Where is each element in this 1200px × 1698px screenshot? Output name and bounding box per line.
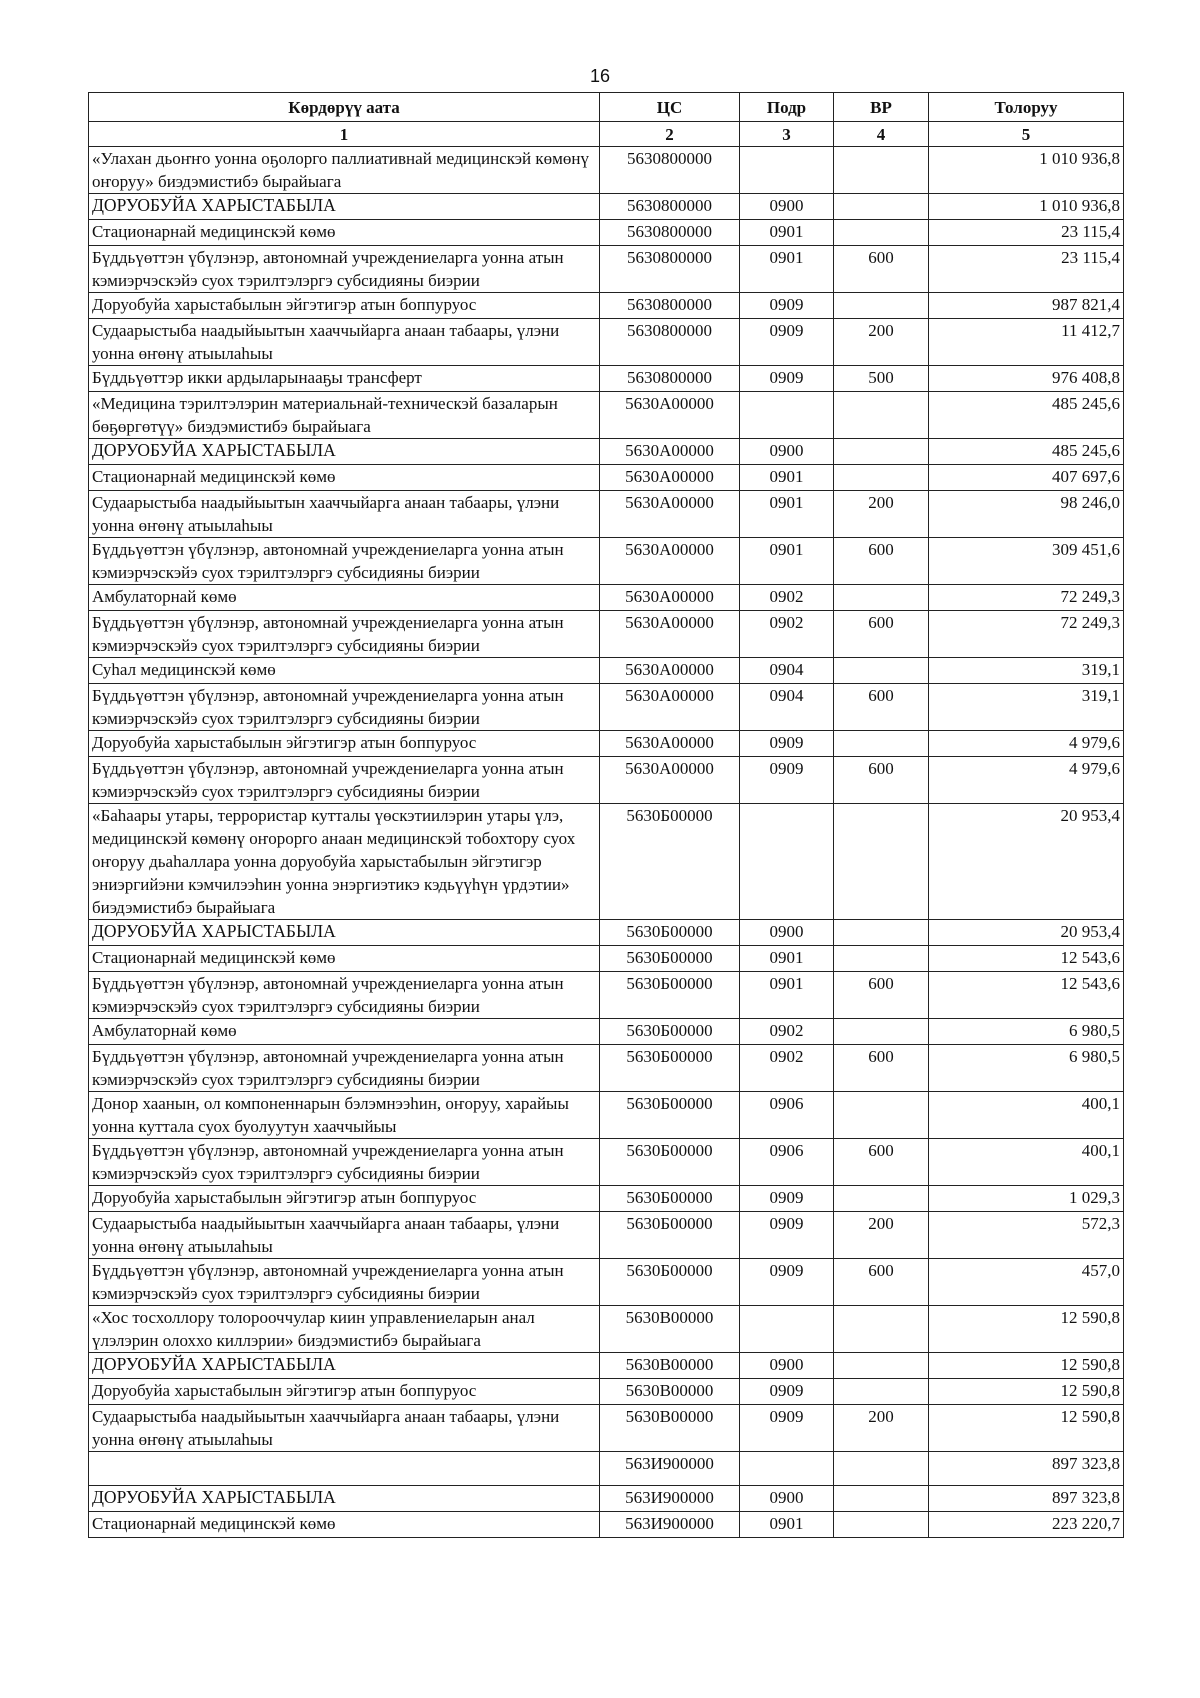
cell-vr bbox=[834, 1353, 929, 1379]
cell-cs: 5630В00000 bbox=[600, 1306, 740, 1353]
cell-name: Бүддьүөттэн үбүлэнэр, автономнай учреждениеларга уонна атын кэмиэрчэскэйэ суох тэрилтэлэргэ субсидияны биэрии bbox=[89, 538, 600, 585]
cell-cs: 5630А00000 bbox=[600, 439, 740, 465]
cell-cs: 5630В00000 bbox=[600, 1353, 740, 1379]
cell-vr bbox=[834, 194, 929, 220]
cell-cs: 5630800000 bbox=[600, 319, 740, 366]
header-total: Толоруу bbox=[929, 93, 1124, 122]
table-header bbox=[89, 93, 1124, 147]
cell-total: 987 821,4 bbox=[929, 293, 1124, 319]
cell-podr: 0901 bbox=[740, 1512, 834, 1538]
table-row bbox=[89, 658, 1124, 684]
table-row bbox=[89, 585, 1124, 611]
cell-total: 20 953,4 bbox=[929, 920, 1124, 946]
cell-vr bbox=[834, 804, 929, 920]
cell-name: Бүддьүөттэн үбүлэнэр, автономнай учреждениеларга уонна атын кэмиэрчэскэйэ суох тэрилтэлэргэ субсидияны биэрии bbox=[89, 1139, 600, 1186]
table-row bbox=[89, 1452, 1124, 1486]
table-row bbox=[89, 439, 1124, 465]
cell-podr: 0906 bbox=[740, 1139, 834, 1186]
cell-name bbox=[89, 1452, 600, 1486]
cell-name: «Улахан дьоҥҥо уонна оҕолорго паллиативнай медицинскэй көмөнү оҥоруу» биэдэмистибэ бырайыага bbox=[89, 147, 600, 194]
cell-vr: 200 bbox=[834, 319, 929, 366]
header-vr: ВР bbox=[834, 93, 929, 122]
cell-vr: 600 bbox=[834, 1259, 929, 1306]
cell-vr: 500 bbox=[834, 366, 929, 392]
cell-podr: 0902 bbox=[740, 585, 834, 611]
cell-name: Стационарнай медицинскэй көмө bbox=[89, 465, 600, 491]
table-row bbox=[89, 804, 1124, 920]
column-number: 3 bbox=[740, 122, 834, 147]
cell-vr bbox=[834, 1092, 929, 1139]
table-row bbox=[89, 246, 1124, 293]
cell-total: 72 249,3 bbox=[929, 585, 1124, 611]
table-row bbox=[89, 366, 1124, 392]
cell-cs: 5630А00000 bbox=[600, 611, 740, 658]
cell-cs: 5630Б00000 bbox=[600, 946, 740, 972]
cell-podr: 0901 bbox=[740, 946, 834, 972]
table-row bbox=[89, 538, 1124, 585]
cell-cs: 5630Б00000 bbox=[600, 804, 740, 920]
cell-total: 897 323,8 bbox=[929, 1452, 1124, 1486]
table-row bbox=[89, 1405, 1124, 1452]
cell-total: 897 323,8 bbox=[929, 1486, 1124, 1512]
cell-vr: 200 bbox=[834, 1405, 929, 1452]
cell-total: 98 246,0 bbox=[929, 491, 1124, 538]
cell-podr: 0909 bbox=[740, 293, 834, 319]
cell-cs: 5630В00000 bbox=[600, 1405, 740, 1452]
table-row bbox=[89, 1186, 1124, 1212]
table-row bbox=[89, 1379, 1124, 1405]
cell-name: Бүддьүөттэн үбүлэнэр, автономнай учреждениеларга уонна атын кэмиэрчэскэйэ суох тэрилтэлэргэ субсидияны биэрии bbox=[89, 611, 600, 658]
cell-name: Судаарыстыба наадыйыытын хааччыйарга анаан табаары, үлэни уонна өҥөнү атыылаһыы bbox=[89, 1212, 600, 1259]
cell-podr: 0904 bbox=[740, 684, 834, 731]
table-row bbox=[89, 972, 1124, 1019]
cell-vr bbox=[834, 1452, 929, 1486]
cell-vr bbox=[834, 465, 929, 491]
cell-total: 400,1 bbox=[929, 1139, 1124, 1186]
table-row bbox=[89, 293, 1124, 319]
cell-total: 485 245,6 bbox=[929, 439, 1124, 465]
cell-podr: 0902 bbox=[740, 1019, 834, 1045]
cell-vr bbox=[834, 1019, 929, 1045]
cell-vr: 600 bbox=[834, 757, 929, 804]
cell-total: 12 590,8 bbox=[929, 1353, 1124, 1379]
cell-vr: 200 bbox=[834, 491, 929, 538]
cell-vr bbox=[834, 220, 929, 246]
cell-name: Судаарыстыба наадыйыытын хааччыйарга анаан табаары, үлэни уонна өҥөнү атыылаһыы bbox=[89, 1405, 600, 1452]
cell-podr: 0909 bbox=[740, 366, 834, 392]
cell-cs: 5630А00000 bbox=[600, 392, 740, 439]
cell-vr bbox=[834, 946, 929, 972]
cell-vr bbox=[834, 1306, 929, 1353]
cell-vr bbox=[834, 1379, 929, 1405]
cell-name: Бүддьүөттэн үбүлэнэр, автономнай учреждениеларга уонна атын кэмиэрчэскэйэ суох тэрилтэлэргэ субсидияны биэрии bbox=[89, 757, 600, 804]
cell-total: 319,1 bbox=[929, 684, 1124, 731]
cell-cs: 5630Б00000 bbox=[600, 1259, 740, 1306]
cell-podr: 0909 bbox=[740, 319, 834, 366]
cell-vr bbox=[834, 1186, 929, 1212]
cell-total: 1 010 936,8 bbox=[929, 147, 1124, 194]
cell-cs: 5630А00000 bbox=[600, 491, 740, 538]
cell-vr bbox=[834, 1512, 929, 1538]
cell-total: 12 590,8 bbox=[929, 1306, 1124, 1353]
header-row bbox=[89, 93, 1124, 122]
cell-total: 1 029,3 bbox=[929, 1186, 1124, 1212]
cell-cs: 5630Б00000 bbox=[600, 1139, 740, 1186]
table-row bbox=[89, 220, 1124, 246]
cell-cs: 5630Б00000 bbox=[600, 1092, 740, 1139]
page-number: 16 bbox=[589, 66, 611, 86]
cell-name: Амбулаторнай көмө bbox=[89, 585, 600, 611]
table-row bbox=[89, 757, 1124, 804]
table-row bbox=[89, 1045, 1124, 1092]
cell-name: «Хос тосхоллору толорооччулар киин управлениеларын анал үлэлэрин олоххо киллэрии» биэдэмистибэ бырайыага bbox=[89, 1306, 600, 1353]
table-row bbox=[89, 147, 1124, 194]
cell-podr: 0900 bbox=[740, 1353, 834, 1379]
cell-podr: 0901 bbox=[740, 491, 834, 538]
cell-total: 223 220,7 bbox=[929, 1512, 1124, 1538]
cell-cs: 5630Б00000 bbox=[600, 1186, 740, 1212]
cell-podr: 0909 bbox=[740, 757, 834, 804]
cell-vr bbox=[834, 147, 929, 194]
cell-cs: 5630Б00000 bbox=[600, 1045, 740, 1092]
table-row bbox=[89, 194, 1124, 220]
table-row bbox=[89, 392, 1124, 439]
cell-podr bbox=[740, 1306, 834, 1353]
cell-name: Доруобуйа харыстабылын эйгэтигэр атын боппуруос bbox=[89, 1379, 600, 1405]
cell-name: Бүддьүөттэн үбүлэнэр, автономнай учреждениеларга уонна атын кэмиэрчэскэйэ суох тэрилтэлэргэ субсидияны биэрии bbox=[89, 972, 600, 1019]
table-row bbox=[89, 1512, 1124, 1538]
cell-podr bbox=[740, 804, 834, 920]
cell-total: 319,1 bbox=[929, 658, 1124, 684]
cell-podr: 0900 bbox=[740, 1486, 834, 1512]
table-row bbox=[89, 1353, 1124, 1379]
table-row bbox=[89, 920, 1124, 946]
table-row bbox=[89, 1139, 1124, 1186]
cell-podr bbox=[740, 1452, 834, 1486]
cell-cs: 5630А00000 bbox=[600, 538, 740, 585]
cell-total: 4 979,6 bbox=[929, 757, 1124, 804]
cell-cs: 5630800000 bbox=[600, 246, 740, 293]
table-row bbox=[89, 684, 1124, 731]
table-row bbox=[89, 611, 1124, 658]
cell-name: Стационарнай медицинскэй көмө bbox=[89, 946, 600, 972]
cell-total: 12 543,6 bbox=[929, 946, 1124, 972]
cell-name: Бүддьүөттэр икки ардыларынааҕы трансферт bbox=[89, 366, 600, 392]
cell-cs: 5630А00000 bbox=[600, 731, 740, 757]
table-row bbox=[89, 1092, 1124, 1139]
table-row bbox=[89, 731, 1124, 757]
cell-total: 6 980,5 bbox=[929, 1019, 1124, 1045]
cell-vr bbox=[834, 585, 929, 611]
cell-vr: 200 bbox=[834, 1212, 929, 1259]
cell-cs: 5630Б00000 bbox=[600, 1019, 740, 1045]
cell-cs: 5630Б00000 bbox=[600, 972, 740, 1019]
table-body bbox=[89, 147, 1124, 1538]
table-row bbox=[89, 1306, 1124, 1353]
cell-cs: 5630А00000 bbox=[600, 585, 740, 611]
cell-vr bbox=[834, 658, 929, 684]
cell-podr: 0909 bbox=[740, 1259, 834, 1306]
cell-podr: 0901 bbox=[740, 220, 834, 246]
cell-vr: 600 bbox=[834, 1139, 929, 1186]
cell-vr: 600 bbox=[834, 538, 929, 585]
cell-cs: 5630А00000 bbox=[600, 658, 740, 684]
cell-name: Доруобуйа харыстабылын эйгэтигэр атын боппуруос bbox=[89, 293, 600, 319]
cell-cs: 5630А00000 bbox=[600, 757, 740, 804]
column-number: 2 bbox=[600, 122, 740, 147]
cell-vr bbox=[834, 439, 929, 465]
cell-vr bbox=[834, 920, 929, 946]
cell-podr: 0909 bbox=[740, 1212, 834, 1259]
cell-total: 572,3 bbox=[929, 1212, 1124, 1259]
cell-name: Доруобуйа харыстабылын эйгэтигэр атын боппуруос bbox=[89, 1186, 600, 1212]
cell-name: ДОРУОБУЙА ХАРЫСТАБЫЛА bbox=[89, 194, 600, 220]
cell-podr: 0909 bbox=[740, 731, 834, 757]
header-name: Көрдөрүү аата bbox=[89, 93, 600, 122]
cell-total: 12 590,8 bbox=[929, 1379, 1124, 1405]
cell-podr: 0900 bbox=[740, 439, 834, 465]
cell-total: 20 953,4 bbox=[929, 804, 1124, 920]
cell-vr: 600 bbox=[834, 684, 929, 731]
cell-name: ДОРУОБУЙА ХАРЫСТАБЫЛА bbox=[89, 1353, 600, 1379]
column-number-row bbox=[89, 122, 1124, 147]
cell-cs: 5630А00000 bbox=[600, 465, 740, 491]
cell-cs: 5630800000 bbox=[600, 194, 740, 220]
cell-cs: 5630800000 bbox=[600, 366, 740, 392]
cell-name: Судаарыстыба наадыйыытын хааччыйарга анаан табаары, үлэни уонна өҥөнү атыылаһыы bbox=[89, 319, 600, 366]
cell-total: 407 697,6 bbox=[929, 465, 1124, 491]
cell-cs: 5630Б00000 bbox=[600, 1212, 740, 1259]
cell-total: 11 412,7 bbox=[929, 319, 1124, 366]
cell-cs: 563И900000 bbox=[600, 1512, 740, 1538]
cell-name: Стационарнай медицинскэй көмө bbox=[89, 220, 600, 246]
cell-total: 309 451,6 bbox=[929, 538, 1124, 585]
cell-name: Стационарнай медицинскэй көмө bbox=[89, 1512, 600, 1538]
cell-name: Судаарыстыба наадыйыытын хааччыйарга анаан табаары, үлэни уонна өҥөнү атыылаһыы bbox=[89, 491, 600, 538]
cell-cs: 5630800000 bbox=[600, 220, 740, 246]
cell-name: Бүддьүөттэн үбүлэнэр, автономнай учреждениеларга уонна атын кэмиэрчэскэйэ суох тэрилтэлэргэ субсидияны биэрии bbox=[89, 1259, 600, 1306]
cell-vr: 600 bbox=[834, 611, 929, 658]
cell-total: 485 245,6 bbox=[929, 392, 1124, 439]
cell-podr: 0901 bbox=[740, 246, 834, 293]
cell-cs: 563И900000 bbox=[600, 1486, 740, 1512]
cell-podr: 0902 bbox=[740, 611, 834, 658]
cell-name: Суһал медицинскэй көмө bbox=[89, 658, 600, 684]
cell-podr: 0901 bbox=[740, 538, 834, 585]
budget-table bbox=[88, 92, 1124, 1538]
table-row bbox=[89, 1486, 1124, 1512]
cell-podr: 0901 bbox=[740, 972, 834, 1019]
cell-cs: 5630А00000 bbox=[600, 684, 740, 731]
cell-vr bbox=[834, 293, 929, 319]
cell-cs: 5630800000 bbox=[600, 293, 740, 319]
cell-name: ДОРУОБУЙА ХАРЫСТАБЫЛА bbox=[89, 920, 600, 946]
cell-total: 457,0 bbox=[929, 1259, 1124, 1306]
cell-vr bbox=[834, 392, 929, 439]
table-row bbox=[89, 1259, 1124, 1306]
table-row bbox=[89, 465, 1124, 491]
cell-podr: 0906 bbox=[740, 1092, 834, 1139]
cell-podr: 0900 bbox=[740, 194, 834, 220]
cell-name: Донор хаанын, ол компоненнарын бэлэмнээһин, оҥоруу, харайыы уонна куттала суох буолуутун хааччыйыы bbox=[89, 1092, 600, 1139]
cell-name: Амбулаторнай көмө bbox=[89, 1019, 600, 1045]
cell-podr bbox=[740, 147, 834, 194]
cell-name: «Медицина тэрилтэлэрин материальнай-техническэй базаларын бөҕөргөтүү» биэдэмистибэ бырайыага bbox=[89, 392, 600, 439]
table-row bbox=[89, 319, 1124, 366]
cell-podr bbox=[740, 392, 834, 439]
cell-cs: 5630В00000 bbox=[600, 1379, 740, 1405]
cell-name: Бүддьүөттэн үбүлэнэр, автономнай учреждениеларга уонна атын кэмиэрчэскэйэ суох тэрилтэлэргэ субсидияны биэрии bbox=[89, 246, 600, 293]
cell-total: 1 010 936,8 bbox=[929, 194, 1124, 220]
cell-name: Доруобуйа харыстабылын эйгэтигэр атын боппуруос bbox=[89, 731, 600, 757]
cell-cs: 563И900000 bbox=[600, 1452, 740, 1486]
table-row bbox=[89, 1212, 1124, 1259]
cell-total: 12 543,6 bbox=[929, 972, 1124, 1019]
header-cs: ЦС bbox=[600, 93, 740, 122]
cell-vr: 600 bbox=[834, 246, 929, 293]
cell-total: 6 980,5 bbox=[929, 1045, 1124, 1092]
header-podr: Подр bbox=[740, 93, 834, 122]
cell-vr bbox=[834, 1486, 929, 1512]
cell-name: Бүддьүөттэн үбүлэнэр, автономнай учреждениеларга уонна атын кэмиэрчэскэйэ суох тэрилтэлэргэ субсидияны биэрии bbox=[89, 1045, 600, 1092]
cell-total: 4 979,6 bbox=[929, 731, 1124, 757]
cell-name: ДОРУОБУЙА ХАРЫСТАБЫЛА bbox=[89, 439, 600, 465]
table-row bbox=[89, 1019, 1124, 1045]
column-number: 4 bbox=[834, 122, 929, 147]
cell-podr: 0901 bbox=[740, 465, 834, 491]
cell-podr: 0904 bbox=[740, 658, 834, 684]
column-number: 5 bbox=[929, 122, 1124, 147]
table-row bbox=[89, 946, 1124, 972]
cell-total: 23 115,4 bbox=[929, 220, 1124, 246]
cell-cs: 5630800000 bbox=[600, 147, 740, 194]
cell-podr: 0909 bbox=[740, 1379, 834, 1405]
cell-cs: 5630Б00000 bbox=[600, 920, 740, 946]
column-number: 1 bbox=[89, 122, 600, 147]
cell-name: ДОРУОБУЙА ХАРЫСТАБЫЛА bbox=[89, 1486, 600, 1512]
cell-vr: 600 bbox=[834, 1045, 929, 1092]
table-row bbox=[89, 491, 1124, 538]
cell-total: 400,1 bbox=[929, 1092, 1124, 1139]
cell-total: 72 249,3 bbox=[929, 611, 1124, 658]
cell-total: 23 115,4 bbox=[929, 246, 1124, 293]
cell-vr bbox=[834, 731, 929, 757]
cell-podr: 0909 bbox=[740, 1405, 834, 1452]
cell-name: «Баһаары утары, террористар кутталы үөскэтиилэрин утары үлэ, медицинскэй көмөнү оҥорорго анаан медицинскэй тобохтору суох оҥоруу дьаһаллара уонна доруобуйа харыстабылын эйгэтигэр эниэргийэни кэмчилээһин уонна энэргиэтикэ кэдьүүһүн үрдэтии» биэдэмистибэ бырайыага bbox=[89, 804, 600, 920]
cell-name: Бүддьүөттэн үбүлэнэр, автономнай учреждениеларга уонна атын кэмиэрчэскэйэ суох тэрилтэлэргэ субсидияны биэрии bbox=[89, 684, 600, 731]
cell-total: 12 590,8 bbox=[929, 1405, 1124, 1452]
cell-podr: 0900 bbox=[740, 920, 834, 946]
cell-vr: 600 bbox=[834, 972, 929, 1019]
cell-total: 976 408,8 bbox=[929, 366, 1124, 392]
cell-podr: 0909 bbox=[740, 1186, 834, 1212]
cell-podr: 0902 bbox=[740, 1045, 834, 1092]
